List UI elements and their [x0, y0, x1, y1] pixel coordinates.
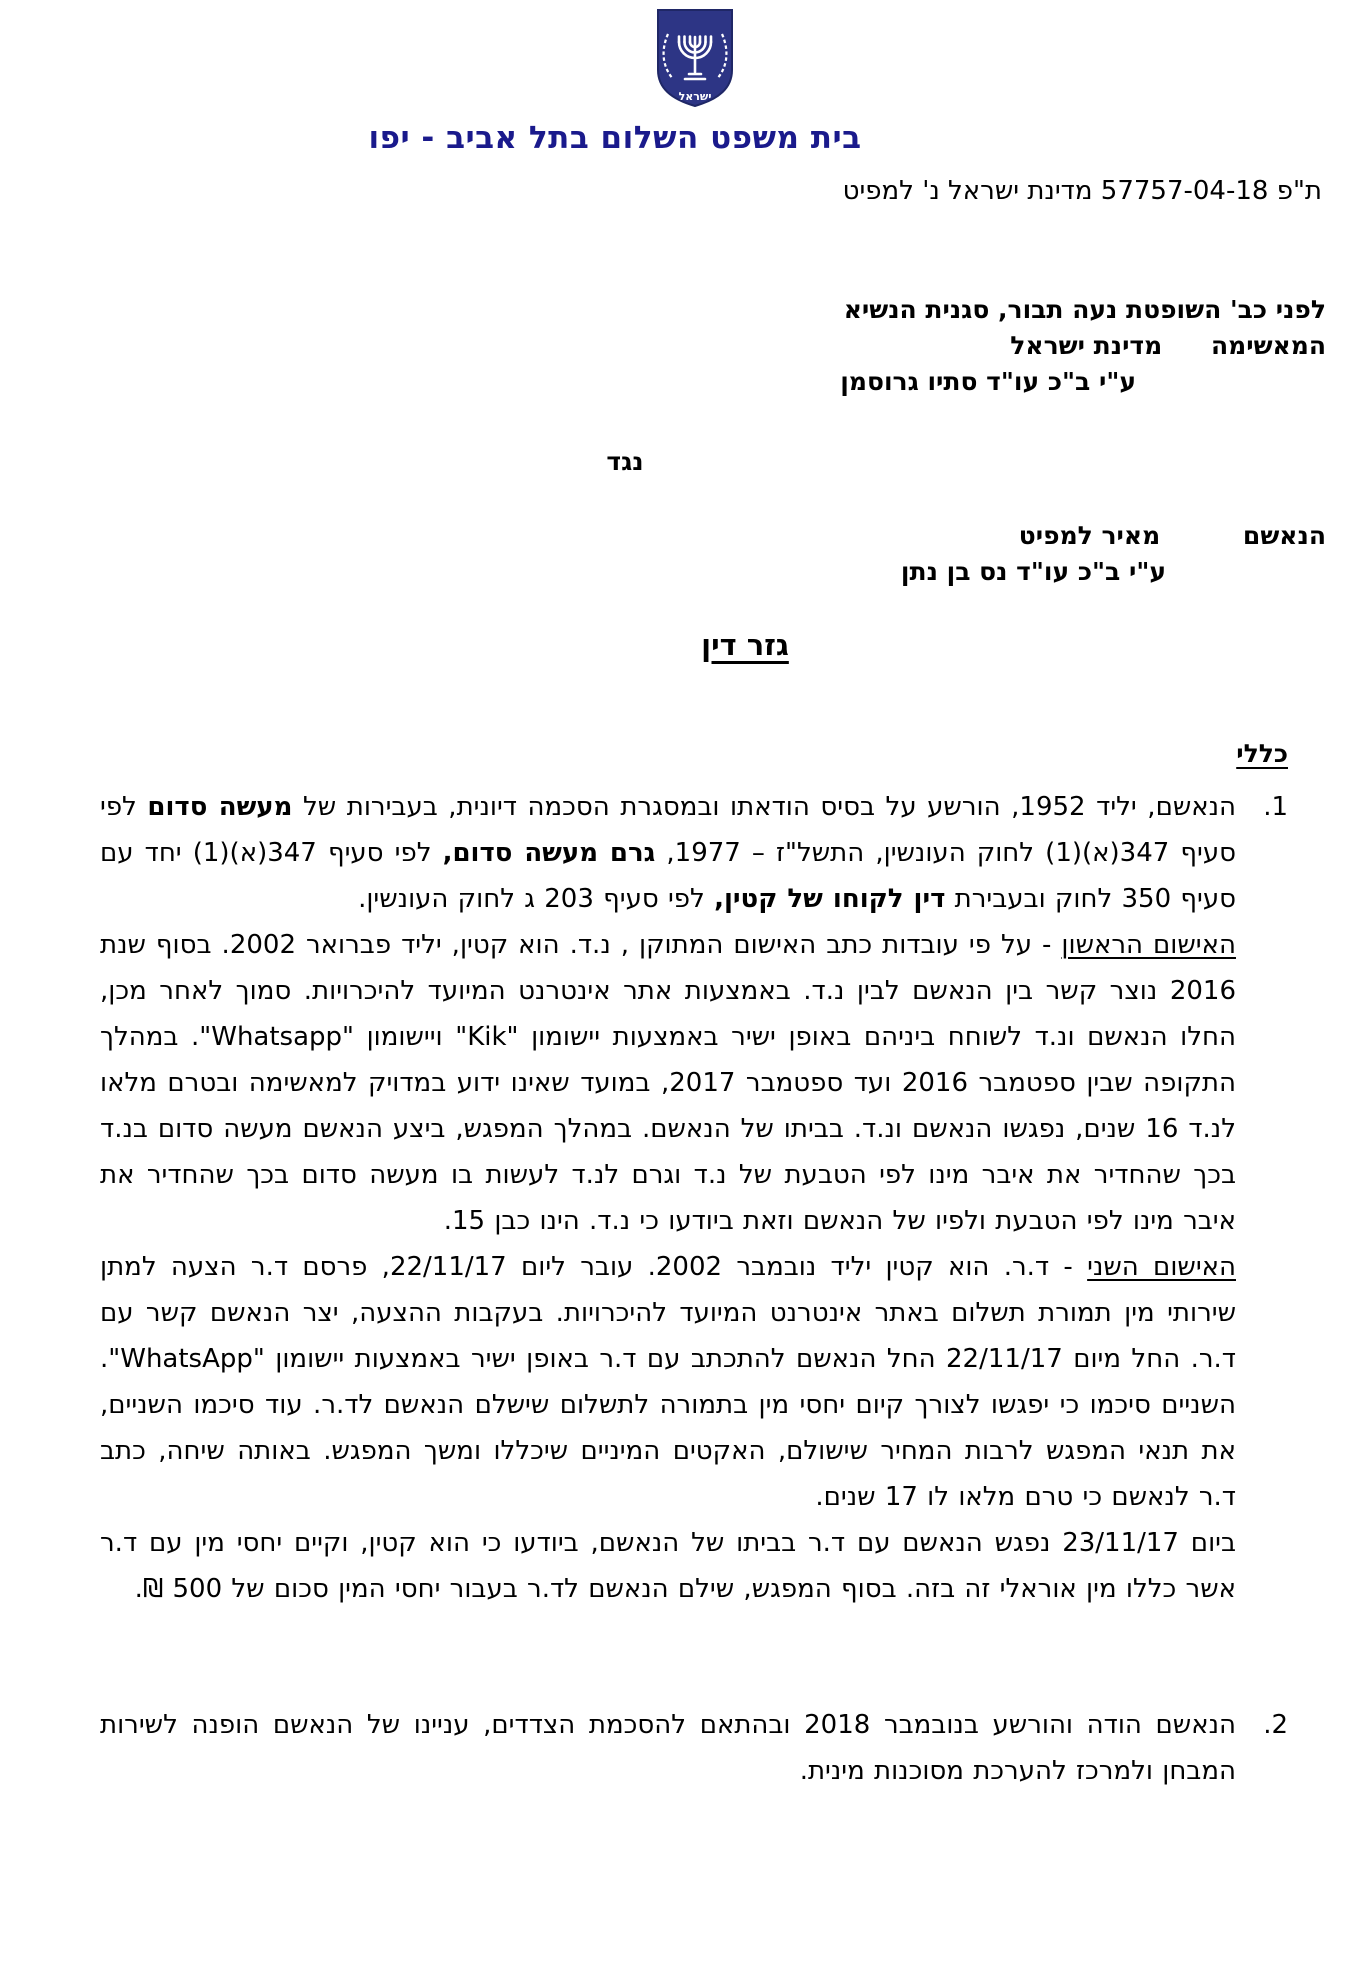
prosecutor-row [0, 328, 1326, 364]
item-2-number: 2. [1263, 1710, 1288, 1740]
text-run: לפי סעיף 347(א)(1) יחד עם סעיף 350 לחוק ובעבירת [100, 838, 1236, 914]
document-header [0, 8, 1350, 208]
text-run: לפי סעיף 347(א)(1) לחוק העונשין, התשל"ז – 1977, [100, 792, 1236, 868]
text-run-bold: גרם מעשה סדום, [442, 838, 656, 868]
defendant-label: הנאשם [1242, 521, 1326, 550]
text-run: לפי סעיף 203 ג לחוק העונשין. [358, 884, 715, 914]
item-2-content [100, 1702, 1236, 1794]
text-run: הנאשם, יליד 1952, הורשע על בסיס הודאתו ובמסגרת הסכמה דיונית, בעבירות של [292, 792, 1237, 822]
prosecutor-label: המאשימה [1210, 331, 1326, 360]
first-count-heading: האישום הראשון [1061, 930, 1236, 960]
meeting-payment-paragraph [100, 1520, 1236, 1612]
numbered-item-1 [100, 784, 1288, 1612]
before-judge-line: לפני כב' השופטת נעה תבור, סגנית הנשיא [843, 295, 1326, 324]
prosecutor-counsel-line: ע"י ב"כ עו"ד סתיו גרוסמן [840, 367, 1136, 396]
court-name-title: בית משפט השלום בתל אביב - יפו [368, 120, 862, 156]
text-run: ביום 23/11/17 נפגש הנאשם עם ד.ר בביתו של הנאשם, ביודעו כי הוא קטין, וקיים יחסי מין עם ד.ר אשר כללו מין אוראלי זה בזה. בסוף המפגש, שילם הנאשם לד.ר בעבור יחסי המין סכום של 500 ₪. [100, 1528, 1236, 1604]
conviction-referral-paragraph [100, 1702, 1236, 1794]
numbered-item-2 [100, 1702, 1288, 1794]
item-1-content [100, 784, 1236, 1612]
text-run-bold: מעשה סדום [147, 792, 293, 822]
case-reference-line: ת"פ 57757-04-18 מדינת ישראל נ' למפיט [842, 176, 1322, 206]
second-count-paragraph [100, 1244, 1236, 1520]
text-run-bold: דין לקוחו של קטין, [714, 884, 946, 914]
second-count-heading: האישום השני [1087, 1252, 1236, 1282]
emblem-caption: ישראל [678, 90, 712, 103]
first-count-paragraph [100, 922, 1236, 1244]
defendant-counsel-line: ע"י ב"כ עו"ד נס בן נתן [900, 557, 1166, 586]
text-run: - על פי עובדות כתב האישום המתוקן , נ.ד. הוא קטין, יליד פברואר 2002. בסוף שנת 2016 נוצר קשר בין הנאשם לבין נ.ד. באמצעות אתר אינטרנט המיועד להיכרויות. סמוך לאחר מכן, החלו הנאשם ונ.ד לשוחח ביניהם באופן ישיר באמצעות יישומון "Kik" ויישומון "Whatsapp". במהלך התקופה שבין ספטמבר 2016 ועד ספטמבר 2017, במועד שאינו ידוע במדויק למאשימה ובטרם מלאו לנ.ד 16 שנים, נפגשו הנאשם ונ.ד. בביתו של הנאשם. במהלך המפגש, ביצע הנאשם מעשה סדום בנ.ד בכך שהחדיר את איבר מינו לפי הטבעת של נ.ד וגרם לנ.ד לעשות בו מעשה סדום בכך שהחדיר את איבר מינו לפי הטבעת ולפיו של הנאשם וזאת ביודעו כי נ.ד. הינו כבן 15. [100, 930, 1237, 1236]
parties-section [0, 292, 1350, 590]
israel-state-emblem-icon [653, 8, 737, 112]
versus-label: נגד [606, 447, 644, 476]
text-run: - ד.ר. הוא קטין יליד נובמבר 2002. עובר ליום 22/11/17, פרסם ד.ר הצעה למתן שירותי מין תמורת תשלום באתר אינטרנט המיועד להיכרויות. בעקבות ההצעה, יצר הנאשם קשר עם ד.ר. החל מיום 22/11/17 החל הנאשם להתכתב עם ד.ר באופן ישיר באמצעות יישומון "WhatsApp". השניים סיכמו כי יפגשו לצורך קיום יחסי מין בתמורה לתשלום שישלם הנאשם לד.ר. עוד סיכמו השניים, את תנאי המפגש לרבות המחיר שישולם, האקטים המיניים שיכללו ומשך המפגש. באותה שיחה, כתב ד.ר לנאשם כי טרם מלאו לו 17 שנים. [100, 1252, 1236, 1512]
document-body [0, 736, 1350, 1794]
document-title: גזר דין [701, 628, 789, 662]
charges-paragraph [100, 784, 1236, 922]
prosecutor-name: מדינת ישראל [1010, 331, 1163, 360]
defendant-row [0, 518, 1326, 554]
section-heading-general: כללי [1236, 739, 1288, 768]
item-1-number: 1. [1263, 792, 1288, 822]
text-run: הנאשם הודה והורשע בנובמבר 2018 ובהתאם להסכמת הצדדים, עניינו של הנאשם הופנה לשירות המבחן ולמרכז להערכת מסוכנות מינית. [100, 1710, 1236, 1786]
defendant-name: מאיר למפיט [1018, 521, 1161, 550]
